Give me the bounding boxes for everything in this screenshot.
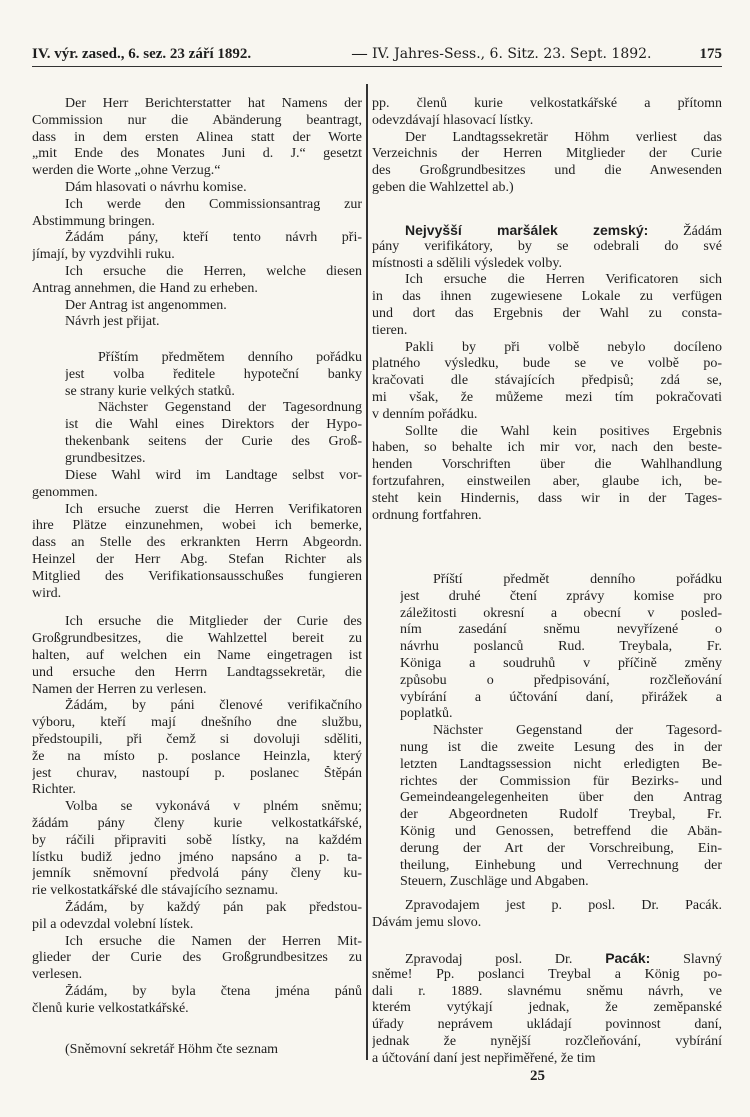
text-line: sněme! Pp. poslanci Treybal a König po-	[372, 966, 722, 982]
text-line: genommen.	[32, 484, 98, 500]
text-line: místnosti a sdělili výsledek volby.	[372, 255, 563, 271]
text-line: pp. členů kurie velkostatkářské a přítomn	[372, 96, 722, 111]
text-line: Diese Wahl wird im Landtage selbst vor-	[65, 468, 362, 483]
text-line: dass in dem ersten Alinea statt der Worte	[32, 129, 362, 145]
text-line: haben, so behalte ich mir vor, nach den beste-	[372, 440, 722, 456]
running-header	[32, 44, 722, 67]
text-line: poplatků.	[400, 706, 453, 722]
text-line: Großgrundbesitzes, die Wahlzettel bereit zu	[32, 631, 362, 647]
text-line: Ich ersuche die Herren, welche diesen	[65, 263, 362, 279]
text-line: derung der Art der Vorschreibung, Ein-	[400, 840, 722, 856]
paragraph	[65, 400, 362, 467]
text-line: kračovati dle stávajících předpisů; zdá se,	[372, 373, 722, 389]
paragraph	[372, 96, 722, 130]
right-column-block-2	[372, 222, 722, 524]
signature-number: 25	[530, 1068, 545, 1084]
text-line: záležitosti okresní a obecní v posled-	[400, 605, 722, 621]
text-line: Gemeindeangelegenheiten über den Antrag	[400, 790, 722, 806]
text-line: Pakli by při volbě nebylo docíleno	[405, 339, 722, 355]
text-line: úřady neprávem ukládají povinnost daní,	[372, 1017, 722, 1033]
text-line: ist die Wahl eines Direktors der Hypo-	[65, 417, 362, 433]
paragraph	[32, 698, 362, 799]
text-line: Žádám, by byla čtena jména pánů	[65, 983, 362, 999]
header-german: IV. Jahres-Sess., 6. Sitz. 23. Sept. 1892.	[372, 46, 652, 62]
text-line: a účtování daní jest nepřiměřené, že tim	[372, 1050, 596, 1066]
text-line: thekenbank seitens der Curie des Groß-	[65, 433, 362, 449]
text-line	[372, 950, 722, 967]
text-line: jednak že nynější rozčleňování, vybírání	[372, 1033, 722, 1049]
speaker-name: Nejvyšší maršálek zemský:	[405, 222, 649, 238]
text-line: předstoupili, při čemž si dovoluji sděliti,	[32, 731, 362, 747]
text-line: pil a odevzdal volební lístek.	[32, 916, 194, 932]
paragraph	[32, 799, 362, 900]
text-line: Antrag annehmen, die Hand zu erheben.	[32, 280, 258, 296]
text-line: glieder der Curie des Großgrundbesitzes zu	[32, 950, 362, 966]
right-column-block-4	[372, 950, 722, 1068]
text-line: by ráčili připraviti sobě lístky, na každém	[32, 832, 362, 848]
text-line: grundbesitzes.	[65, 450, 146, 466]
speaker-name: Pacák:	[605, 950, 651, 966]
text-line: vybírání a účtování daní, přirážek a	[400, 689, 722, 705]
text-segment: Zpravodaj posl. Dr.	[405, 952, 606, 967]
paragraph	[32, 1042, 362, 1059]
text-line: Žádám pány, kteří tento návrh při-	[65, 230, 362, 246]
text-line: že na místo p. poslance Heinzla, který	[32, 748, 362, 764]
text-line: ním zasedání sněmu nevyřízené o	[400, 622, 722, 638]
text-line: werden die Worte „ohne Verzug.“	[32, 163, 221, 179]
text-line: Dávám jemu slovo.	[372, 914, 482, 930]
left-column-block-1	[32, 96, 362, 331]
text-line: geben die Wahlzettel ab.)	[372, 179, 514, 195]
paragraph	[32, 314, 362, 331]
left-column-block-2	[32, 468, 362, 1018]
paragraph	[32, 934, 362, 984]
text-line: wird.	[32, 585, 62, 601]
text-line: letzten Landtagssession nicht erledigten Be-	[400, 756, 722, 772]
paragraph	[400, 572, 722, 723]
paragraph	[400, 723, 722, 891]
paragraph	[372, 950, 722, 1068]
text-line	[372, 222, 722, 239]
paragraph	[32, 96, 362, 180]
paragraph	[372, 424, 722, 525]
text-line: Namen der Herren zu verlesen.	[32, 681, 207, 697]
paragraph	[372, 130, 722, 197]
text-line: richtes der Commission für Bezirks- und	[400, 773, 722, 789]
paragraph	[32, 502, 362, 603]
text-line: „mit Ende des Monates Juni d. J.“ gesetzt	[32, 146, 362, 162]
text-line: in das ihnen zugewiesene Lokale zu verfügen	[372, 289, 722, 305]
text-line: und ersuche den Herrn Landtagssekretär, die	[32, 664, 362, 680]
paragraph	[32, 298, 362, 315]
text-line: ordnung fortfahren.	[372, 507, 482, 523]
text-line: v denním pořádku.	[372, 406, 478, 422]
text-segment: Slavný	[650, 952, 722, 967]
text-line: Der Landtagssekretär Höhm verliest das	[405, 129, 722, 145]
text-line: odevzdávají hlasovací lístky.	[372, 112, 534, 128]
text-line: Nächster Gegenstand der Tagesordnung	[98, 400, 362, 416]
paragraph	[32, 468, 362, 502]
text-line: Ich ersuche die Herren Verificatoren sich	[405, 272, 722, 288]
text-line: und dort das Ergebnis der Wahl zu consta-	[372, 305, 722, 321]
text-line: Nächster Gegenstand der Tagesord-	[433, 723, 722, 739]
paragraph	[32, 264, 362, 298]
text-line: Der Herr Berichterstatter hat Namens der	[65, 96, 362, 111]
text-line: jest churav, nastoupí p. poslanec Štěpán	[32, 765, 362, 781]
text-line: verlesen.	[32, 967, 83, 983]
text-line: mi však, že můžeme mezi tím pokračovati	[372, 389, 722, 405]
text-line: steht kein Hindernis, dass wir in der Tages-	[372, 490, 722, 506]
text-line: Sollte die Wahl kein positives Ergebnis	[405, 423, 722, 439]
text-line: König und Genossen, betreffend die Abän-	[400, 823, 722, 839]
text-line: Dám hlasovati o návrhu komise.	[65, 179, 247, 195]
paragraph	[372, 222, 722, 272]
text-line: Der Antrag ist angenommen.	[65, 297, 227, 313]
text-line: výboru, kteří mají dnešního dne službu,	[32, 715, 362, 731]
left-column-indented-block	[65, 350, 362, 468]
paragraph	[32, 614, 362, 698]
header-czech: IV. výr. zased., 6. sez. 23 září 1892.	[32, 46, 252, 62]
text-line: Návrh jest přijat.	[65, 314, 160, 330]
text-line: theilung, Einhebung und Verrechnung der	[400, 857, 722, 873]
paragraph	[32, 197, 362, 231]
text-line: Ich ersuche die Mitglieder der Curie des	[65, 614, 362, 630]
text-line: lístku budiž jedno jméno napsáno a p. ta-	[32, 849, 362, 865]
text-line: der Abgeordneten Rudolf Treybal, Fr.	[400, 807, 722, 823]
text-line: jest druhé čtení zprávy komise pro	[400, 588, 722, 604]
text-line: Ich ersuche zuerst die Herren Verifikatoren	[65, 501, 362, 517]
text-line: členů kurie velkostatkářské.	[32, 1000, 189, 1016]
text-line: dass an Stelle des erkrankten Herrn Abgeordn.	[32, 535, 362, 551]
text-line: Zpravodajem jest p. posl. Dr. Pacák.	[405, 898, 722, 913]
text-line: dali r. 1889. slavnému sněmu návrh, ve	[372, 983, 722, 999]
text-line: Verzeichnis der Herren Mitglieder der Curie	[372, 146, 722, 162]
page-number: 175	[699, 46, 722, 62]
text-line: platného výsledku, bude se ve volbě po-	[372, 356, 722, 372]
text-line: nung ist die zweite Lesung des in der	[400, 739, 722, 755]
text-line: jest volba ředitele hypoteční banky	[65, 366, 362, 382]
text-line: tieren.	[372, 322, 408, 338]
text-line: Volba se vykonává v plném sněmu;	[65, 799, 362, 815]
text-line: (Sněmovní sekretář Höhm čte seznam	[65, 1042, 279, 1057]
text-line: Příštím předmětem denního pořádku	[98, 350, 362, 365]
paragraph	[32, 984, 362, 1018]
text-line: Königa a soudruhů v příčině změny	[400, 655, 722, 671]
paragraph	[32, 900, 362, 934]
text-line: návrhu poslanců Rud. Treybala, Fr.	[400, 639, 722, 655]
text-line: Ich werde den Commissionsantrag zur	[65, 196, 362, 212]
text-line: Mitglied des Verifikationsausschußes fungieren	[32, 568, 362, 584]
text-line: způsobu o předpisování, rozčleňování	[400, 672, 722, 688]
left-column-block-3	[32, 1042, 362, 1059]
text-line: Žádám, by páni členové verifikačního	[65, 698, 362, 714]
text-line: ihre Plätze einzunehmen, wobei ich bemerke,	[32, 518, 362, 534]
text-line: rie velkostatkářské dle stávajícího seznamu.	[32, 883, 279, 899]
text-line: henden Vorschriften über die Wahlhandlung	[372, 457, 722, 473]
paragraph	[65, 350, 362, 400]
text-line: pány verifikátory, by se odebrali do své	[372, 238, 722, 254]
text-line: Commission nur die Abänderung beantragt,	[32, 112, 362, 128]
paragraph	[372, 898, 722, 932]
text-line: fortzufahren, einstweilen aber, glaube ich, be-	[372, 473, 722, 489]
text-line: halten, auf welchen ein Name eingetragen ist	[32, 647, 362, 663]
paragraph	[32, 230, 362, 264]
right-column-block-1	[372, 96, 722, 197]
paragraph	[372, 272, 722, 339]
text-line: des Großgrundbesitzes und die Anwesenden	[372, 163, 722, 179]
text-line: jemník sněmovní předvolá pány členy ku-	[32, 866, 362, 882]
text-line: se strany kurie velkých statků.	[65, 383, 235, 399]
text-line: Richter.	[32, 782, 76, 798]
text-line: Heinzel der Herr Abg. Stefan Richter als	[32, 551, 362, 567]
paragraph	[372, 340, 722, 424]
text-line: žádám pány členy kurie velkostatkářské,	[32, 815, 362, 831]
text-line: jímají, by vyzdvihli ruku.	[32, 247, 175, 263]
right-column-indented-block	[400, 572, 722, 891]
text-segment: Žádám	[648, 224, 722, 239]
text-line: Žádám, by každý pán pak předstou-	[65, 899, 362, 915]
text-line: kterém vytýkají jednak, že zeměpanské	[372, 1000, 722, 1016]
text-line: Ich ersuche die Namen der Herren Mit-	[65, 933, 362, 949]
paragraph	[32, 180, 362, 197]
text-line: Abstimmung bringen.	[32, 213, 155, 229]
text-line: Příští předmět denního pořádku	[433, 572, 722, 587]
text-line: Steuern, Zuschläge und Abgaben.	[400, 874, 589, 890]
header-dash: —	[352, 46, 367, 62]
column-divider	[366, 84, 368, 1060]
right-column-block-3	[372, 898, 722, 932]
